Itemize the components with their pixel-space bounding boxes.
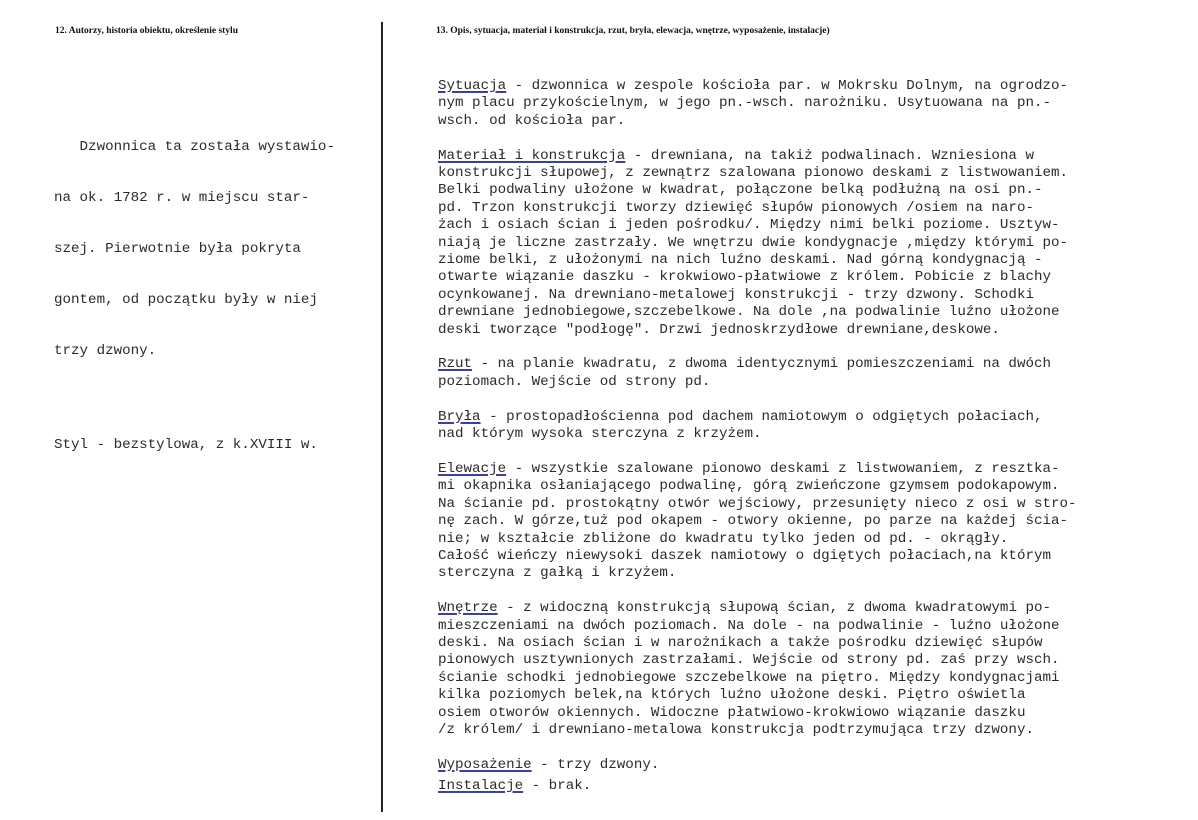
section-line: osiem otworów okiennych. Widoczne płatwiowo-krokwiowo wiązanie daszku	[438, 704, 1026, 721]
section-line: Na ścianie pd. prostokątny otwór wejściowy, przesunięty nieco z osi w stro-	[438, 495, 1077, 512]
section-line: nie; w kształcie zbliżone do kwadratu tylko jeden od pd. - okrągły.	[438, 530, 1009, 547]
history-line: szej. Pierwotnie była pokryta	[54, 241, 301, 257]
history-line: na ok. 1782 r. w miejscu star-	[54, 190, 310, 206]
description-column	[438, 78, 1188, 813]
history-paragraph	[54, 105, 374, 394]
section-first-line	[438, 600, 1188, 617]
section-4	[438, 461, 1188, 583]
history-line: Dzwonnica ta została wystawio-	[54, 139, 335, 155]
section-key: Sytuacja	[438, 78, 507, 94]
section-first-line	[438, 461, 1188, 478]
section-line: ścianie schodki jednobiegowe szczebelkowe na piętro. Między kondygnacjami	[438, 669, 1060, 686]
section-line: poziomach. Wejście od strony pd.	[438, 373, 711, 390]
history-column	[54, 71, 374, 471]
section-line: nę zach. W górze,tuż pod okapem - otwory okienne, po parze na każdej ścia-	[438, 513, 1069, 530]
section-first-text: - wszystkie szalowane pionowo deskami z listwowaniem, z resztka-	[506, 460, 1060, 477]
section-key: Rzut	[438, 356, 473, 373]
section-key: Wnętrze	[438, 600, 498, 617]
section-0	[438, 78, 1188, 130]
section-line: mi okapnika osłaniającego podwalinę, górą zwieńczone gzymsem podokapowym.	[438, 478, 1060, 495]
section-3	[438, 409, 1188, 444]
section-first-text: - dzwonnica w zespole kościoła par. w Mokrsku Dolnym, na ogrodzo-	[506, 78, 1069, 94]
section-line: ocynkowanej. Na drewniano-metalowej konstrukcji - trzy dzwony. Schodki	[438, 286, 1034, 303]
section-line: pd. Trzon konstrukcji tworzy dziewięć słupów pionowych /osiem na naro-	[438, 199, 1034, 216]
section-first-line	[438, 778, 1188, 795]
section-line: /z królem/ i drewniano-metalowa konstrukcja podtrzymująca trzy dzwony.	[438, 721, 1034, 738]
section-first-line	[438, 78, 1188, 95]
history-line: gontem, od początku były w niej	[54, 292, 318, 308]
section-line: nym placu przykościelnym, w jego pn.-wsch. narożniku. Usytuowana na pn.-	[438, 95, 1051, 112]
right-column-header: 13. Opis, sytuacja, materiał i konstrukcja, rzut, bryła, elewacja, wnętrze, wyposażenie, instalacje)	[436, 26, 830, 36]
section-line: sterczyna z gałką i krzyżem.	[438, 565, 677, 582]
section-line: mieszczeniami na dwóch poziomach. Na dole - na podwalinie - luźno ułożone	[438, 617, 1060, 634]
section-7	[438, 778, 1188, 795]
section-first-text: - drewniana, na takiż podwalinach. Wzniesiona w	[625, 147, 1034, 164]
section-line: kilka poziomych belek,na których luźno ułożone deski. Piętro oświetla	[438, 687, 1026, 704]
section-first-text: - na planie kwadratu, z dwoma identycznymi pomieszczeniami na dwóch	[472, 356, 1052, 373]
section-first-line	[438, 409, 1188, 426]
section-line: wsch. od kościoła par.	[438, 112, 626, 129]
section-line: nad którym wysoka sterczyna z krzyżem.	[438, 426, 762, 443]
section-first-line	[438, 757, 1188, 774]
section-first-text: - z widoczną konstrukcją słupową ścian, z dwoma kwadratowymi po-	[497, 600, 1052, 617]
left-column-header: 12. Autorzy, historia obiektu, określenie stylu	[55, 26, 238, 36]
column-divider	[381, 22, 383, 812]
section-6	[438, 757, 1188, 774]
section-line: konstrukcji słupowej, z zewnątrz szalowana pionowo deskami z listwowaniem.	[438, 165, 1069, 182]
section-line: Całość wieńczy niewysoki daszek namiotowy o dgiętych połaciach,na którym	[438, 547, 1051, 564]
section-first-text: - trzy dzwony.	[531, 756, 660, 773]
section-1	[438, 148, 1188, 339]
section-2	[438, 356, 1188, 391]
section-line: żach i osiach ścian i jeden pośrodku/. Między nimi belki poziome. Usztyw-	[438, 217, 1060, 234]
section-line: deski. Na osiach ścian i w narożnikach a także pośrodku dziewięć słupów	[438, 634, 1043, 651]
section-line: pionowych usztywnionych zastrzałami. Wejście od strony pd. zaś przy wsch.	[438, 652, 1060, 669]
history-line: trzy dzwony.	[54, 343, 157, 359]
section-key: Elewacje	[438, 460, 507, 477]
section-key: Bryła	[438, 408, 481, 425]
section-line: otwarte wiązanie daszku - krokwiowo-płatwiowe z królem. Pobicie z blachy	[438, 269, 1051, 286]
section-line: deski tworzące "podłogę". Drzwi jednoskrzydłowe drewniane,deskowe.	[438, 321, 1000, 338]
section-line: niają je liczne zastrzały. We wnętrzu dwie kondygnacje ,między którymi po-	[438, 234, 1069, 251]
section-first-line	[438, 356, 1188, 373]
section-line: ziome belki, z ułożonymi na nich luźno deskami. Nad górną kondygnacją -	[438, 252, 1043, 269]
section-first-text: - brak.	[523, 778, 592, 795]
section-key: Wyposażenie	[438, 756, 532, 773]
style-line: Styl - bezstylowa, z k.XVIII w.	[54, 437, 318, 453]
section-line: drewniane jednobiegowe,szczebelkowe. Na dole ,na podwalinie luźno ułożone	[438, 304, 1060, 321]
section-line: Belki podwaliny ułożone w kwadrat, połączone belką podłużną na osi pn.-	[438, 182, 1043, 199]
section-key: Materiał i konstrukcja	[438, 147, 626, 164]
section-5	[438, 600, 1188, 739]
section-key: Instalacje	[438, 778, 524, 795]
section-first-line	[438, 148, 1188, 165]
section-first-text: - prostopadłościenna pod dachem namiotowym o odgiętych połaciach,	[480, 408, 1043, 425]
